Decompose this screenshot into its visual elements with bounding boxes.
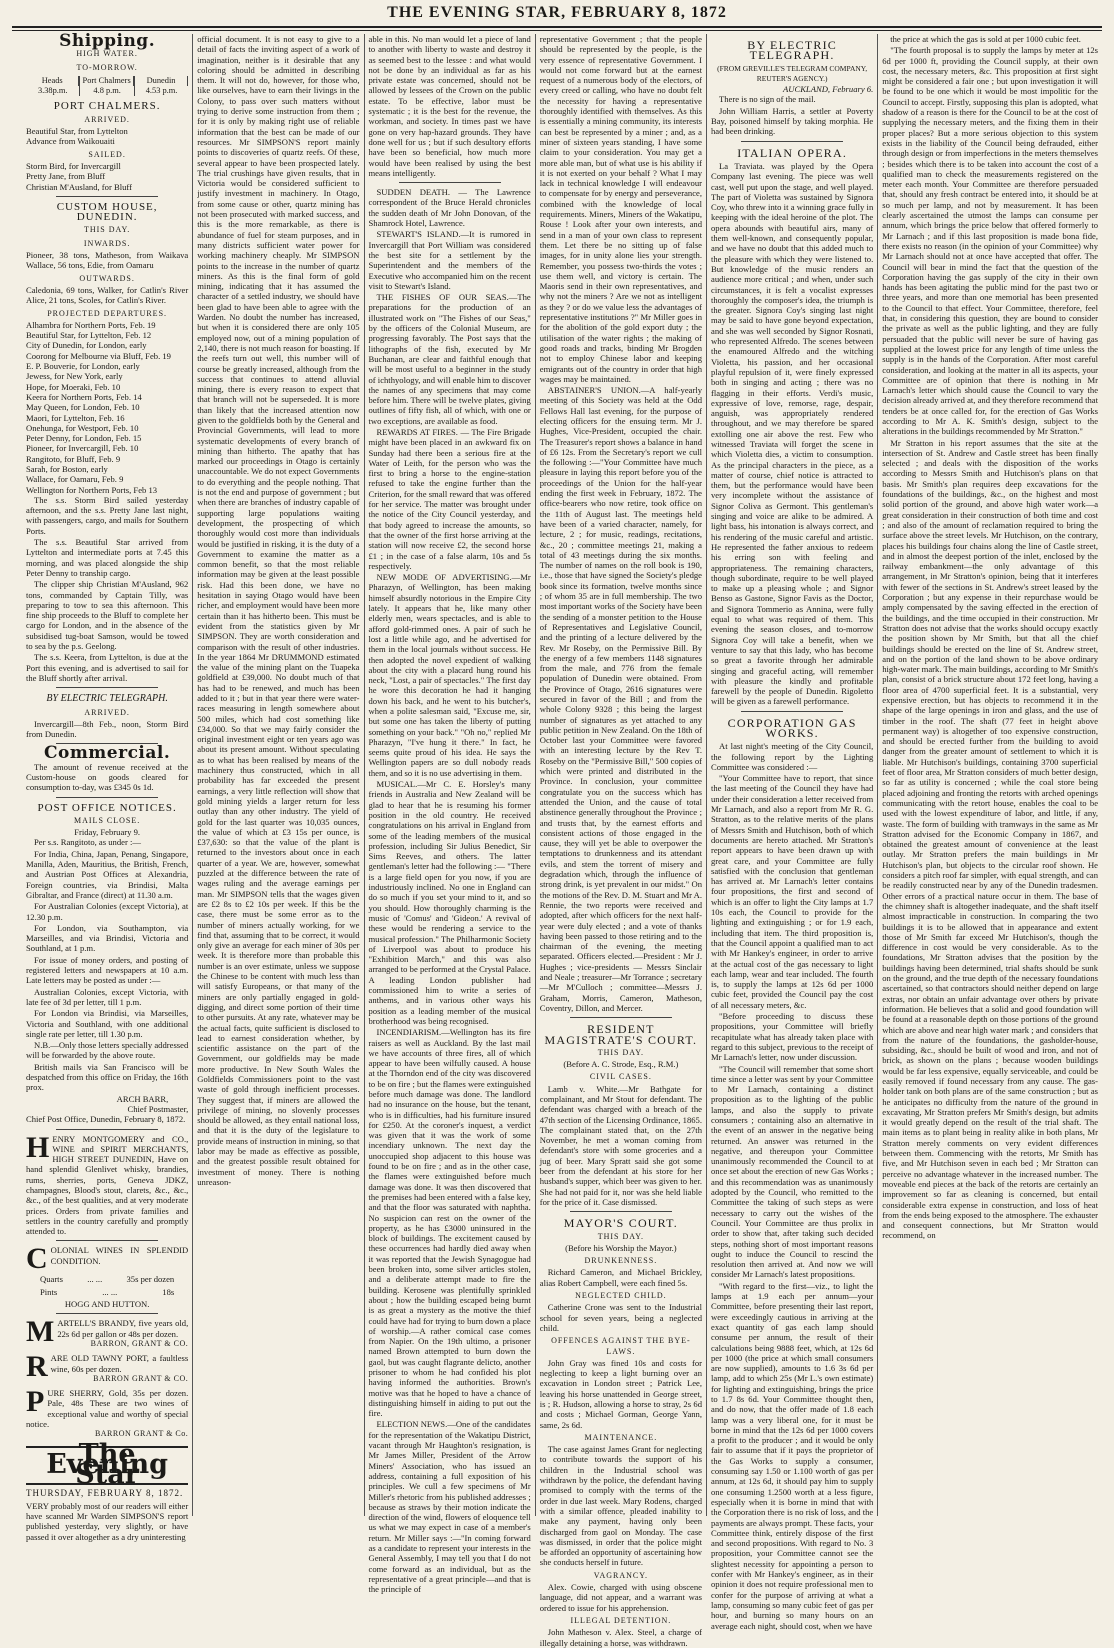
illegal-text: John Matheson v. Alex. Steel, a charge of illegally detaining a horse, was withdrawn. xyxy=(539,1627,702,1648)
civil-text: Lamb v. White.—Mr Bathgate for complainant, and Mr Stout for defendant. The defendant was charged with a breach of the 47th section of the Licensing Ordinance, 1865. The complainant stated that, on the 27th November, he met a woman coming from defendant's store with some groceries and a jug of beer. Mary Spratt said she got some beer from the defendant at his store for her husband's supper, which beer was given to her. She had not paid for it, nor was she held liable for the price of it. Case dismissed. xyxy=(539,1083,702,1207)
paragraph: Wellington for Northern Ports, Feb 13 xyxy=(26,484,158,495)
signatory-title: Chief Postmaster, xyxy=(127,1103,189,1114)
paragraph: City of Dunedin, for London, early xyxy=(26,340,147,351)
paragraph: E. P. Bouverie, for London, early xyxy=(26,361,140,372)
friday-label: Friday, February 9. xyxy=(74,827,141,838)
telegraph-source: (FROM GREVILLE'S TELEGRAM COMPANY, REUTER'S AGENCY.) xyxy=(717,63,868,83)
telegraph-heading: BY ELECTRIC TELEGRAPH. xyxy=(747,38,837,63)
tele-text: Invercargill—8th Feb., noon, Storm Bird from Dunedin. xyxy=(26,718,189,740)
column-3 xyxy=(365,34,536,1595)
ad-text: ENRY MONTGOMERY and CO., WINE and SPIRIT MERCHANTS, HIGH STREET DUNEDIN, Have on hand splendid Glenlivet whisky, brandies, rums, sherries, ports, Geneva JDKZ, champagnes, Blood's stout, clarets, &c., &c., &c., of the best qualities, and at very moderate prices. Orders from private families and settlers in the country carefully and promptly attended to. xyxy=(26,1133,189,1237)
paragraph: "The fourth proposal is to supply the lamps by meter at 12s 6d per 1000 ft, providing the Council supply, at their own cost, the necessary meters, &c. This proposition at first sight might be considered a fair one ; but upon investigation it will be found to be one which it would be most impolitic for the Council to accept. Firstly, supposing this plan is adopted, what shadow of a reason is there for the Council to be at the cost of supplying the necessary meters, and the fixing them in their proper places? But a more serious objection to this system exists in the liability of the Council being defrauded, either through design or from imperfections in the meters themselves ; besides which there is to be taken into account the cost of a qualified man to check the measurements registered on the meter each month. Your Committee are therefore persuaded that, should any fresh contract be entered into, it should be at so much per lamp, and not by measurement. It has been clearly ascertained the utmost the lamps can consume per annum, which brings the price below that offered formerly to Mr Larnach ; and if this last proposition is made bona fide, there exists no reason (in the opinion of your Committee) why Mr Larnach should not at once have accepted that offer. The Council will bear in mind the fact that the question of the Corporation having the gas supply of the city in their own hands has been agitating the public mind for the past two or three years, and more than one memorial has been presented to the Council to that effect. Your Committee, therefore, feel that, in considering this question, they are bound to consider the private as well as the public lighting, and they are fully persuaded that the public will never be sure of having gas supplied at the lowest price for any length of time unless the supply is in the hands of the Corporation. After most careful consideration, and looking at the matter in all its aspects, your Committee are of opinion that there is nothing in Mr Larnach's letter which should cause the Council to vary the decision already arrived at, and they therefore recommend that tenders be at once called for, for the erection of Gas Works according to Mr A. K. Smith's design, subject to the alterations in the buildings recommended by Mr Stratton." xyxy=(882,45,1099,437)
maintenance-label: MAINTENANCE. xyxy=(584,1432,658,1442)
column-2 xyxy=(193,34,364,1516)
ad-firm: BARRON, GRANT & CO. xyxy=(90,1338,189,1348)
tele-arrived-label: ARRIVED. xyxy=(84,707,130,717)
ad-firm: BARRON GRANT & CO. xyxy=(93,1373,189,1383)
paragraph: the price at which the gas is sold at per 1000 cubic feet. xyxy=(890,34,1081,44)
ad-colonial-wines: COLONIAL WINES IN SPLENDID CONDITION. Quarts ... ... 35s per dozen Pints ... ... 18s HOGG AND HUTTON. xyxy=(26,1242,189,1310)
paragraph: ELECTION NEWS.—One of the candidates for the representation of the Wakatipu District, vacant through Mr Haughton's resignation, is Mr James Miller, President of the Arrow Miners' Association, who has issued an address, containing a full exposition of his principles. We cull a few specimens of Mr Miller's rhetoric from his published addresses ; because as straws by their motion indicate the direction of the wind, flowers of eloquence tell us what we may expect in case of a member's return. Mr Miller says :—"In coming forward as a candidate to represent your interests in the General Assembly, I may tell you that I do not come forward as an individual, but as the representative of a great principle—and that is the principle of xyxy=(368,1419,531,1595)
shipping-paragraphs xyxy=(26,495,188,683)
high-water-label: HIGH WATER. xyxy=(76,49,138,59)
tide-heads: Heads 3.38p.m. xyxy=(26,76,80,97)
resident-court-heading: RESIDENT MAGISTRATE'S COURT. xyxy=(544,1022,698,1047)
ad-firm: HOGG AND HUTTON. xyxy=(64,1299,150,1310)
mc-day: THIS DAY. xyxy=(597,1231,645,1241)
tele-item: John William Harris, a settler at Poverty Bay, poisoned himself by taking morphia. He had been drinking. xyxy=(711,105,874,137)
paragraph: For Australian Colonies (except Victoria), at 12.30 p.m. xyxy=(26,901,189,922)
paragraph: NEW MODE OF ADVERTISING.—Mr Pharazyn, of Wellington, has been making himself absurdly notorious in the Empire City lately. It appears that he, like many other elderly men, wears spectacles, and is able to afford gold-rimmed ones. A pair of such he lost a little while ago, and he advertised for them in the local journals without success. He then adopted the novel expedient of walking about the city with a placard hung round his neck, "Lost, a pair of spectacles." The first day he wore this decoration he had it hanging down his back, and he went to his butcher's, when a polite salesman said, "Excuse me, sir, but some one has taken the liberty of putting something on your back." "Oh no," replied Mr Pharazyn, "I've hung it there." In fact, he seems quite proud of his idea. He says the Wellington papers are so dull nobody reads them, and so it is no use advertising in them. xyxy=(368,572,531,778)
this-day-label: THIS DAY. xyxy=(83,225,131,235)
paragraph: Maori, for Lyttelton, Feb. 16 xyxy=(26,412,125,423)
paragraph: Jewess, for New York, early xyxy=(26,371,123,382)
paragraph: The s.s. Beautiful Star arrived from Lyttelton and intermediate ports at 7.45 this morning, and was placed alongside the ship Peter Denny to tranship cargo. xyxy=(26,537,189,578)
auckland-dateline: AUCKLAND, February 6. xyxy=(783,84,874,95)
maintenance-text: The case against James Grant for neglecting to contribute towards the support of his children in the Industrial school was withdrawn by the police, the defendant having promised to comply with the terms of the order in due last week. Mary Rodens, charged with a similar offence, pleaded inability to make any payment, having only been discharged from gaol on Monday. The case was dismissed, in order that the police might be afforded an opportunity of ascertaining how she conducts herself in future. xyxy=(539,1444,702,1568)
paragraph: STEWART'S ISLAND.—It is rumored in Invercargill that Port William was considered the best site for a settlement by the Superintendent and the members of the Executive who accompanied him on the recent visit to Stewart's Island. xyxy=(368,229,531,291)
gas-paragraphs xyxy=(711,741,873,1631)
column-6 xyxy=(878,34,1102,1516)
ad-text: OLONIAL WINES IN SPLENDID CONDITION. xyxy=(50,1245,189,1266)
inwards-text: Pioneer, 38 tons, Matheson, from Waikava Wallace, 56 tons, Edie, from Oamaru xyxy=(26,250,189,271)
paragraph: "Before proceeding to discuss these propositions, your Committee will briefly recapitulate what has already taken place with regard to this subject, previous to the receipt of Mr Larnach's letter, now under discussion. xyxy=(711,1011,874,1063)
paragraph: INCENDIARISM.—Wellington has its fire raisers as well as Auckland. By the last mail we have accounts of three fires, all of which appear to have been wilfully caused. A house at the Thorndon end of the city was discovered to be on fire ; but the flames were extinguished before much damage was done. The landlord had no insurance on the house, but the tenant, who is in difficulties, had his furniture insured for £250. At the coroner's inquest, a verdict was given that it was the work of some incendiary unknown. The next day the unoccupied shop adjacent to this house was found to be on fire ; and as in the other case, the flames were extinguished before much damage was done. It was then discovered that the premises had been entered with a false key, and that the floor was saturated with naphtha. No suspicion can rest on the owner of the property, as he has £3000 uninsured in the block of buildings. The excitement caused by these occurrences had hardly died away when it was reported that the Jewish Synagogue had been broken into, some silver articles stolen, and a deliberate attempt made to fire the building. Kerosene was plentifully sprinkled about ; how the building escaped being burnt is as great a mystery as the motive the thief could have had for trying to burn down a place of worship.—A rather comical case comes from Napier. On the 19th ultimo, a prisoner named Brown attempted to burn down the gaol, but was caught flagrante delicto, another prisoner to whom he had confided his plot having informed the authorities. Brown's motive was that he hoped to have a chance of distinguishing himself in aiding to put out the fire. xyxy=(368,1027,531,1419)
tomorrow-label: TO-MORROW. xyxy=(76,62,138,72)
drunk-label: DRUNKENNESS. xyxy=(584,1256,658,1266)
vagrancy-text: Alex. Cowie, charged with using obscene language, did not appear, and a warrant was ordered to issue for his apprehension. xyxy=(539,1582,702,1613)
list-item: Pretty Jane, from Bluff xyxy=(26,171,106,182)
paragraph: Keera for Northern Ports, Feb. 14 xyxy=(26,391,142,402)
paragraph: Beautiful Star, for Lyttelton, Feb. 12 xyxy=(26,330,152,341)
paragraph: At last night's meeting of the City Council, the following report by the Lighting Committee was considered :— xyxy=(711,741,874,772)
neglected-label: NEGLECTED CHILD. xyxy=(575,1291,667,1301)
sailed-list xyxy=(26,161,188,192)
gas-works-heading: CORPORATION GAS WORKS. xyxy=(727,715,857,740)
illegal-label: ILLEGAL DETENTION. xyxy=(570,1615,672,1625)
mails-close-label: MAILS CLOSE. xyxy=(74,815,141,825)
leader-start: VERY probably most of our readers will either have scanned Mr Warden SIMPSON'S report published yesterday, very slightly, or have passed it over altogether as a dry uninteresting xyxy=(26,1500,189,1542)
news-items xyxy=(369,187,531,1594)
paragraph: "With regard to the first—viz., to light the lamps at 1.9 each per annum—your Committee, before presenting their last report, were exceedingly cautious in arriving at the exact quantity of gas each lamp should consume per annum, the result of their calculations being 9888 feet, which, at 12s 6d per 1000 (the price at which small consumers are now supplied), amounts to 1.6 3s 6d per lamp, add to which 25s (Mr L.'s own estimate) for lighting and extinguishing, brings the price to 1.7 8s 6d. Your Committee thought then, and do now, that the offer made of 1.8 each lamp was a very liberal one, for it must be borne in mind that the 12s 6d per 1000 covers a profit to the producer ; and it would be only fair to assume that if it pays the proprietor of the Gas Works to supply a consumer, consuming say 1.50 or 1.100 worth of gas per annum, at 12s 6d, it should pay him to supply one consuming 1.2500 worth at a less figure, especially when it is borne in mind that with the Corporation there is no risk of loss, and the payments are always prompt. These facts, your Committee think, entirely dispose of the first and second propositions. With regard to No. 3 proposition, your Committee cannot see the slightest necessity for appointing a person to confer with Mr Hankey's engineer, as in their opinion it does not require professional men to confer for the purpose of arriving at what a lamp, consuming so many cubic feet of gas per hour, and burning so many hours on an average each night, should cost, when we have xyxy=(711,1280,874,1631)
mayors-court-heading: MAYOR'S COURT. xyxy=(563,1216,678,1231)
ad-montgomery: HENRY MONTGOMERY and CO., WINE and SPIRIT MERCHANTS, HIGH STREET DUNEDIN, Have on hand splendid Glenlivet whisky, brandies, rums, sherries, ports, Geneva JDKZ, champagnes, Blood's stout, clarets, &c., &c., &c., of the best qualities, and at very moderate prices. Orders from private families and settlers in the country carefully and promptly attended to. xyxy=(26,1130,189,1237)
ad-text: URE SHERRY, Gold, 35s per dozen. Pale, 48s These are two wines of exceptional value and worthy of special notice. xyxy=(26,1388,189,1430)
column-1 xyxy=(22,31,193,1542)
list-item: Beautiful Star, from Lyttelton xyxy=(26,126,128,137)
inwards-label: INWARDS. xyxy=(83,238,131,248)
byelaws-label: OFFENCES AGAINST THE BYE-LAWS. xyxy=(551,1336,691,1356)
paragraph: May Queen, for London, Feb. 10 xyxy=(26,402,140,413)
leader-continued: official document. It is not easy to give to a detail of facts the inviting aspect of a work of imagination, neither is it desirable that any coloring should be admitted in describing them. It will not do, however, for those who, like ourselves, have to earn their livings in the Colony, to pass over such matters without trying to derive some instruction from them ; for it is only by making right use of reliable information that the best can be made of our resources. Mr SIMPSON'S report mainly points to discoveries of quartz reefs. Of these, several appear to have been prospected lately. The trial crushings have given results, that in Victoria would be considered sufficient to justify investment in machinery. In Otago, from some cause or other, quartz mining has not been prosecuted with marked success, and this is the more remarkable, as there is abundance of fuel for steam purposes, and in many districts sufficient water power for working machinery cheaply. Mr SIMPSON points to the increase in the number of quartz miners. As this is the final form of gold mining, indicating that it has assumed the character of a settled industry, we should have been glad to have been able to agree with the Warden. No doubt the number has increased, but when it is considered there are only 105 employed now, out of a mining population of 2,140, there is not much reason for boasting. If the reefs turn out well, this number will of course be greatly increased, although from the success that continues to attend alluvial mining, there is every reason to expect that that branch will not be superseded. It is more than likely that the increased attention now given to the goldfields both by the General and Provincial Governments, will lead to more systematic developments of every branch of mining than hitherto. The apathy that has marked our proceedings in Otago is certainly unaccountable. We do not expect Governments to do everything and the people nothing. That is not the end and purpose of government ; but when there are branches of industry capable of supporting large populations waiting development, the prospecting of which thoroughly would cost more than individuals would be justified in risking, it is the duty of a Government to examine the matter as a common benefit, so that the most reliable information may be given at the least possible risk. Had this been done, we have no hesitation in saying Otago would have been richer, and employment would have been more certain than it has hitherto been. This must be evident from the statistics given by Mr SIMPSON. They are worth consideration and comparison with the result of other industries. In the year 1864 Mr DRUMMOND estimated the value of the mining plant on the Tuapeka goldfield at £39,000. No doubt much of that has had to be renewed, and much has been added to it ; but in that year there were water-races measuring in length somewhere about 500 miles, which had cost something like £34,000. So that we may fairly consider the original investment eight or ten years ago was about its present amount. Without speculating as to what has been realised by means of the machinery thus constructed, which in all probability has far exceeded the present earnings, a very little reflection will show that gold mining yields a larger return for less outlay than any other industry. The yield of gold for the last quarter was 10,035 ounces, the value of which at £3 15s per ounce, is £37,630: so that the value of the plant is returned to the investors about once in each quarter of a year. We are, however, somewhat puzzled at the difference between the rate of wages ruling and the average earnings per man. Mr SIMPSON tells that the wages given are £2 8s to £2 10s per week. If this be the case, there must be some error as to the number of miners actually working, for we find that, assuming that to be correct, it would only give an average for each miner of 30s per week. It is therefore more than probable this number is an over estimate, unless we suppose the Chinese to be content with much less than will satisfy Europeans, or that many of the miners are only partially engaged in gold-digging, and direct some portion of their time to other pursuits. At any rate, whatever may be the actual facts, quite sufficient is disclosed to lead to earnest consideration whether, by scientific assistance on the part of the Government, our goldfields may be made more productive. In New South Wales the Goldfields Commissioners point to the vast waste of gold through inefficient processes. They suggest that, if miners are allowed the privilege of mining, no slovenly processes should be allowed, as they entail national loss, and that it is the duty of the legislature to provide means of instruction in mining, so that labor may be made as effective as possible, and the greatest possible result obtained for investment of money. There is nothing unreason- xyxy=(197,34,360,1187)
ad-sherry: PURE SHERRY, Gold, 35s per dozen. Pale, 48s These are two wines of exceptional value and worthy of special notice. BARRON GRANT & Co. xyxy=(26,1385,189,1439)
post-office-heading: POST OFFICE NOTICES. xyxy=(37,801,177,814)
ad-text: ARE OLD TAWNY PORT, a faultless wine, 60s per dozen. xyxy=(50,1353,189,1374)
post-paragraphs xyxy=(26,837,188,1092)
civil-label: CIVIL CASES. xyxy=(589,1072,652,1082)
paragraph: For London via Brindisi, via Marseilles, Victoria and Southland, with one additional single rate per letter, till 1.30 p.m. xyxy=(26,1008,189,1039)
list-item: Storm Bird, for Invercargill xyxy=(26,160,121,171)
tele-item: There is no sign of the mail. xyxy=(719,94,816,105)
customs-heading: CUSTOM HOUSE, DUNEDIN. xyxy=(56,200,158,224)
rm-day: THIS DAY. xyxy=(597,1047,645,1057)
paragraph: Per s.s. Rangitoto, as under :— xyxy=(34,837,141,848)
tide-dunedin: Dunedin 4.53 p.m. xyxy=(135,76,188,97)
tide-table xyxy=(26,76,188,97)
price-pints: Pints ... ... 18s xyxy=(40,1286,175,1297)
vagrancy-label: VAGRANCY. xyxy=(593,1570,649,1580)
mc-before: (Before his Worship the Mayor.) xyxy=(565,1242,677,1253)
paragraph: SUDDEN DEATH. — The Lawrence correspondent of the Bruce Herald chronicles the sudden death of Mr John Donovan, of the Shamrock Hotel, Lawrence. xyxy=(368,187,531,229)
arrived-list xyxy=(26,126,188,147)
paragraph: "The Council will remember that some short time since a letter was sent by your Committee to Mr Larnach, containing a distinct proposition as to the lighting of the public lamps, and also the supply to private consumers ; containing also an alternative in the event of an answer in the negative being returned. An answer was returned in the negative, and thereupon your Committee unanimously recommended the Council to at once set about the erection of new Gas Works ; and this recommendation was as unanimously adopted by the Council, who remitted to the Committee the taking of such steps as were necessary to carry out the wishes of the Council. Your Committee are thus prolix in order to show that, after taking such decided steps, nothing short of most important reasons ought to induce the Council to rescind the resolution then arrived at. And now we will consider Mr Larnach's latest propositions. xyxy=(711,1063,874,1280)
column-5 xyxy=(707,34,878,1631)
ad-martell: MARTELL'S BRANDY, five years old, 22s 6d per gallon or 48s per dozen. BARRON, GRANT & CO. xyxy=(26,1315,189,1349)
paragraph: Hope, for Moeraki, Feb. 10 xyxy=(26,381,121,392)
paragraph: For issue of money orders, and posting of registered letters and newspapers at 10 a.m. Late letters may be posted as under :— xyxy=(26,954,189,986)
dateline: THURSDAY, FEBRUARY 8, 1872. xyxy=(26,1487,184,1498)
election-continued: representative Government ; that the people should be represented by the people, is the very essence of representative Government. I would not come forward but at the earnest request of a numerous body of the electors, of every creed or calling, who have no doubt felt the necessity for having a representative thoroughly identified with themselves. As this is essentially a mining community, its interests can best be represented by a miner ; and, as a miner of sixteen years standing, I have some claim to your consideration. You may get a more able man, but of what use is his ability if it is not exerted on your behalf ? What I may lack in technical knowledge I will endeavour to compensate for by energy and perseverance, combined with the knowledge of local requirements. Miners, Miners of the Wakatipu, Rouse ! Look after your own interests, and send in a man of your own class to represent them. Let there be no sitting up of false images, for in unity alone lies your strength. Remember, you possess two-thirds the votes ; use them well, and victory is certain. The Maoris send in their own representatives, and why not the miners ? Are we not as intelligent as they ? or do we value less the advantages of representative institutions ?" Mr Miller goes in for the abolition of the gold export duty ; the utilisation of the water rights ; the making of good roads and tracks, binding Mr Brogden not to employ Chinese labor and keeping emigrants out of the country in order that high wages may be maintained. xyxy=(539,34,702,384)
masthead xyxy=(12,4,1102,28)
arrived-label: ARRIVED. xyxy=(84,114,130,124)
paragraph: The clipper ship Christian M'Ausland, 962 tons, commanded by Captain Tilly, was preparing to tow to sea this afternoon. This fine ship proceeds to the Bluff to complete her cargo for London, and in the absence of the subsidised tug-boat Samson, would be towed to sea by the p.s. Geelong. xyxy=(26,579,189,652)
commercial-heading: Commercial. xyxy=(43,743,171,764)
paragraph: REWARDS AT FIRES. — The Fire Brigade might have been placed in an awkward fix on Sunday had there been a serious fire at the Water of Leith, for the person who was the first to bring a horse to the engine-station refused to take the engine further than the Criterion, for the small reward that was offered for her service. The matter was brought under the notice of the City Council yesterday, and that body agreed to increase the amounts, so that the owner of the first horse arriving at the station will now receive £2, the second horse £1 ; in the case of a false alarm, 10s and 5s respectively. xyxy=(368,426,531,571)
byelaws-text: John Gray was fined 10s and costs for neglecting to keep a light burning over an excavation in London street ; Patrick Lee, leaving his horse unattended in George street, is ; R. Hudson, allowing a horse to stray, 2s 6d and costs ; Michael Gorman, George Yann, same, 2s 6d. xyxy=(539,1357,702,1430)
outwards-label: OUTWARDS. xyxy=(79,273,135,283)
paragraph: Sarah, for Boston, early xyxy=(26,463,108,474)
sailed-label: SAILED. xyxy=(88,149,126,159)
tide-port-chalmers: Port Chalmers 4.8 p.m. xyxy=(80,76,134,97)
paragraph: "Your Committee have to report, that since the last meeting of the Council they have had under their consideration a letter received from Mr Larnach, and also a report from Mr R. G. Stratton, as to the relative merits of the plans of Messrs Smith and Hutchison, both of which documents are hereto attached. Mr Stratton's report appears to have been drawn up with great care, and your Committee are fully satisfied with the conclusion that gentleman has arrived at. Mr Larnach's letter contains four propositions, the first and second of which is an offer to light the City lamps at 1.7 10s each, the Council to provide for the lighting and extinguishing ; or for 1.9 each, including that item. The third proposition is, that the Council appoint a qualified man to act with Mr Hankey's engineer, in order to arrive at the actual cost of the gas necessary to light each lamp, wear and tear included. The fourth is, to supply the lamps at 12s 6d per 1000 cubic feet, provided the Council pay the cost of all necessary meters, &c. xyxy=(711,773,874,1010)
list-item: Advance from Waikouaiti xyxy=(26,136,115,147)
paragraph: Onehunga, for Westport, Feb. 10 xyxy=(26,422,139,433)
port-chalmers-heading: PORT CHALMERS. xyxy=(53,100,161,113)
list-item: Christian M'Ausland, for Bluff xyxy=(26,181,132,192)
price-quarts: Quarts ... ... 35s per dozen xyxy=(40,1274,175,1285)
paragraph: Alhambra for Northern Ports, Feb. 19 xyxy=(26,319,156,330)
shipping-heading: Shipping. xyxy=(59,31,156,51)
paragraph: Coorong for Melbourne via Bluff, Feb. 19 xyxy=(26,350,171,361)
columns xyxy=(22,31,1102,1648)
projected-list xyxy=(26,320,188,495)
gas-continued xyxy=(882,34,1098,1241)
commercial-text: The amount of revenue received at the Custom-house on goods cleared for consumption to-day, was £345 0s 1d. xyxy=(26,761,189,793)
telegraph-heading: BY ELECTRIC TELEGRAPH. xyxy=(46,693,168,705)
paragraph: Australian Colonies, except Victoria, with late fee of 3d per letter, till 1 p.m. xyxy=(26,986,189,1007)
paragraph: The s.s. Storm Bird sailed yesterday afternoon, and the s.s. Pretty Jane last night, with passengers, cargo, and mails for Southern Ports. xyxy=(26,494,189,536)
outwards-text: Caledonia, 69 tons, Walker, for Catlin's River Alice, 21 tons, Scoles, for Catlin's River. xyxy=(26,284,189,306)
paragraph: THE FISHES OF OUR SEAS.—The preparations for the production of an illustrated work on "The Fishes of our Seas," by the officers of the Colonial Museum, are progressing favorably. The Post says that the lithographs of the fish, executed by Mr Buchanan, are clear and faithful enough that will be most useful to a beginner in the study of ichthyology, and will enable him to discover the names of any specimens that may come before him. There will be twelve plates, giving outlines of fifty fish, all of which, with one or two exceptions, are available as food. xyxy=(368,292,531,426)
italian-opera-heading: ITALIAN OPERA. xyxy=(737,145,848,160)
leader-end: able in this. No man would let a piece of land to another with liberty to waste and destroy it as seemed best to the lessee : and what would not be done by an individual as far as his private estate was concerned, should not be allowed by lessees of the Crown on the public estate. To be effective, labor must be systematic ; it is the best for the revenue, the workman, and society. In times past we have gone on very hap-hazard grounds. They have done well for us ; but if such desultory efforts have been so beneficial, how much more would have been realised by using the best means intelligently. xyxy=(368,34,531,178)
masthead-title: THE EVENING STAR, FEBRUARY 8, 1872 xyxy=(387,4,727,21)
rm-before: (Before A. C. Strode, Esq., R.M.) xyxy=(563,1059,679,1070)
ad-text: ARTELL'S BRANDY, five years old, 22s 6d per gallon or 48s per dozen. xyxy=(57,1318,189,1339)
paragraph: Peter Denny, for London, Feb. 15 xyxy=(26,433,142,444)
paragraph: The s.s. Keera, from Lyttelton, is due at the Port this evening, and is advertised to sail for the Bluff shortly after arrival. xyxy=(26,652,189,683)
paragraph: Pioneer, for Invercargill, Feb. 10 xyxy=(26,443,139,454)
neglected-text: Catherine Crone was sent to the Industrial school for seven years, being a neglected child. xyxy=(539,1302,702,1333)
evening-star-title: The Evening Star xyxy=(26,1446,188,1485)
paragraph: MUSICAL.—Mr C. E. Horsley's many friends in Australia and New Zealand will be glad to hear that he is resuming his former position in the old country. He received congratulations on his arrival in England from some of the leading members of the musical profession, including Sir Julius Benedict, Sir Sims Reeves, and others. The latter gentleman's letter had the following :— "There is a large field open for you now, if you are industriously inclined. No one in England can do so much if you set your mind to it, and so you should. How thoroughly charming is the music of 'Comus' and 'Gideon.' A revival of these would be rendering a service to the musical profession." The Philharmonic Society of Liverpool was about to produce his "Exhibition March," and this was also arranged to be performed at the Crystal Palace. A leading London publisher had commissioned him to write a series of anthems, and in various other ways his position as a leading member of the musical brotherhood was being recognised. xyxy=(368,779,531,1026)
drunk-text: Richard Cameron, and Michael Brickley, alias Robert Campbell, were each fined 5s. xyxy=(539,1267,702,1288)
paragraph: Mr Stratton in his report assumes that the site at the intersection of St. Andrew and Castle street has been finally selected ; and deals with the disposition of the works according to Messrs Smith and Hutchison's plans on that basis. Mr Smith's plan requires deep excavations for the foundations of the buildings, &c., on the highest and most solid portion of the ground, and above high water work—a great consideration in their construction of both time and cost ; and also of the amount of reclamation required to bring the surface above the street levels. Mr Hutchison, on the contrary, places his buildings four chains along the line of Castle street, and in almost the deepest portion of the inlet, enclosed by the railway embankment—the only advantage of this arrangement, in Mr Stratton's opinion, being that it interferes with fewer of the sections in St. Andrew's street leased by the Corporation ; but any expense in their repurchase would be amply compensated by the saving effected in the erection of the buildings, and the time occupied in their construction. Mr Stratton does not advise that the works should occupy exactly the position shown by Mr Smith, but that all the chief buildings should be erected on the line of St. Andrew street, and on the portion of the land shown to be above ordinary high-water mark. The main buildings, according to Mr Smith's plan, consist of a brick structure about 172 feet long, having a floor area of 4700 superficial feet. It is a substantial, very expensive erection, but has objects to recommend it in the shape of the large openings in iron and glass, and the use of timber in the roof. The shaft (77 feet in height above permanent way) is altogether of too expensive construction, and should be erected further from the building to avoid danger from the greater amount of settlement to which it is liable. Mr Hutchison's buildings, containing 3700 superficial feet of floor area, Mr Stratton considers of much better design, so far as utility is concerned ; while the coal store being placed adjoining and fronting the retorts with arched openings communicating with the retort house, enables the coal to be used with the lowest expenditure of labor, and little, if any, waste. The form of building with tramways in the same as Mr Stratton advised for the Economic Company in 1867, and obtained the greatest amount of convenience at the least outlay. Mr Stratton prefers the main buildings in Mr Hutchison's plan, but objects to the circular roof shown. He considers a pitch roof far simpler, with equal strength, and can be readily constructed near by any of the Dunedin tradesmen. Other errors of a practical nature occur in them. The base of the chimney shaft is altogether inadequate, and the shaft itself almost impracticable in construction. In comparing the two buildings it is to be allowed that in appearance and extent those of Mr Smith far exceed Mr Hutchison's, though the difference in cost would be very considerable. As to the foundations, Mr Stratton advises that the position by the buildings having been determined, trial shafts should be sunk on the ground, and the true depth of the necessary foundations ascertained, so that contractors should neither depend on large extras, nor obtain an unfair advantage over others by private information. He believes that a solid and good foundation will be found at a reasonable depth on those portions of the ground which are above and near high water mark ; and considers that from the nature of the foundations, the gasholder-house, subsiding, &c., should be built of wood and iron, and not of brick, as shown on the plans ; because wooden buildings would be far less expensive, equally serviceable, and could be easily removed if found necessary from any cause. The gas-holder tank on both plans are of the same construction ; but as he anticipates no difficulty from the nature of the ground in excavating, Mr Stratton prefers Mr Smith's design, but admits it would greatly depend on the result of the trial shaft. The main items as to plant being in reality alike in both plans, Mr Stratton merely comments on very evident differences between them. Commencing with the retorts, Mr Smith has five, and Mr Hutchison seven in each bed ; Mr Stratton can perceive no advantage whatever in the increased number. The moveable end pieces at the back of the retorts are certainly an improvement so far as cleaning is concerned, but entail considerable extra expense in construction, and loss of heat from the ends being exposed to the atmosphere. The exhauster and consequent connections, but Mr Stratton would recommend, on xyxy=(882,437,1099,1241)
abstainers-union: ABSTAINER'S UNION.—A half-yearly meeting of this Society was held at the Odd Fellows Hall last evening, for the purpose of electing officers for the ensuing term. Mr J. Hughes, Vice-President, occupied the chair. The Treasurer's report shows a balance in hand of £6 12s. From the Secretary's report we cull the following :—"Your Committee have much pleasure in laying this report before you of the proceedings of the Union for the half-year ending the first week in February, 1872. The office-bearers who now retire, took office on the 11th of August last. The meetings held have been of a varied character, namely, for lecture, 2 ; for music, readings, recitations, &c., 20 ; committee meetings 21, making a total of 43 meetings during the six months. The number of names on the roll book is 190, i.e., those that have signed the Society's pledge book since its formation, twelve months since ; of whom 35 are in full membership. The two most important works of the Society have been the sending of a monster petition to the House of Representatives and Legislative Council, and the printing of a lecture delivered by the Rev. Mr Roseby, on the Permissive Bill. By the energy of a few members 1148 signatures from the male, and 776 from the female population of Dunedin were obtained. From the Province of Otago, 2616 signatures were secured in favor of the Bill ; and from the whole Colony 9328 ; this being the largest number of signatures as yet attached to any public petition in New Zealand. On the 18th of October last your Committee were favored with an interesting lecture by the Rev T. Roseby on the "Permissive Bill," 500 copies of which were printed and distributed in the Province. In conclusion, your committee congratulate you on the success which has attended the Union, and the cause of total abstinence generally throughout the Province ; and trusts that, by the earnest efforts and consistent actions of those engaged in the cause, they will yet be able to overpower the temptations to drunkenness and its attendant evils, and stem the torrent of misery and degradation which, through the influence of strong drink, is yet prevalent in our midst." On the motions of the Rev. D. M. Stuart and Mr A. Rennie, the two reports were received and adopted, after which officers for the next half-year were duly elected ; and a vote of thanks having been passed to those retiring and to the chairman of the evening, the meeting separated. Officers elected.—President : Mr J. Hughes ; vice-presidents — Messrs Sinclair and Neale ; treasurer—Mr Torrance ; secretary—Mr M'Culloch ; committee—Messrs J. Graham, Morris, Cameron, Matheson, Coventry, Dillon, and Mercer. xyxy=(539,385,702,1013)
paragraph: For India, China, Japan, Penang, Singapore, Manilla, Aden, Mauritius, the British, French, and Austrian Post Offices at Alexandria, Foreign countries, via Brindisi, Malta Gibraltar, and France (direct) at 11.30 a.m. xyxy=(26,848,189,900)
ad-port: RARE OLD TAWNY PORT, a faultless wine, 60s per dozen. BARRON GRANT & CO. xyxy=(26,1350,189,1384)
ad-firm: BARRON GRANT & Co. xyxy=(94,1429,189,1439)
column-4 xyxy=(536,34,707,1648)
signatory: ARCH BARR, xyxy=(116,1093,169,1104)
paragraph: Wallace, for Oamaru, Feb. 9 xyxy=(26,474,124,485)
paragraph: Rangitoto, for Bluff, Feb. 9 xyxy=(26,453,121,464)
paragraph: British mails via San Francisco will be despatched from this office on Friday, the 16th prox. xyxy=(26,1061,189,1093)
paragraph: For London, via Southampton, via Marseilles, and via Brindisi, Victoria and Southland, at 1 p.m. xyxy=(26,922,189,954)
projected-label: PROJECTED DEPARTURES. xyxy=(47,308,168,318)
opera-review: La Traviata. was played by the Opera Company last evening. The piece was well cast, well put upon the stage, and well played. The part of Violetta was sustained by Signora Coy, who threw into it a winning grace fully in keeping with the ideal heroine of the plot. The opera abounds with beautiful airs, many of them well-known, and consequently popular, and we have no doubt that this added much to the pleasure with which they were listened to. But knowledge of the music renders an audience more critical ; and when, under such circumstances, it is felt a vocalist expresses thoroughly the composer's idea, the triumph is the greater. Signora Coy's singing last night may be said to have gone beyond expectation, and she was well seconded by Signor Rosnati, who represented Alfredo. The scenes between the enamoured Alfredo and the witching Violetta, his passion, and her occasional playful repulsion of it, were finely expressed both in singing and acting ; there was no flagging in their efforts. Verdi's music, expressive of love, remorse, rage, despair, anguish, was appropriately rendered throughout, and we may therefore be spared extolling one air above the rest. Few who witnessed Traviata will forget the scene in which Violetta dies, a victim to consumption. As the principal characters in the piece, as a matter of course, chief notice is attracted to them, but the performance would have been very incomplete without the assistance of Signor Coliva as Germont. This gentleman's singing and voice are alike to be admired. A light bass, his intonation is always correct, and his rendering of the music careful and artistic. He represented the father anxious to redeem his erring son with feeling and appropriateness. The remaining characters, though subordinate, require to be well played to make up a pleasing whole ; and Signor Benso as Gastone, Signor Favis as the Doctor, and Signora Tommerio as Annina, were fully equal to what was required of them. This evening the season closes, and to-morrow Signora Coy will take a benefit, when we venture to say that this lady, who has become so great a favorite through her admirable singing and graceful acting, will remember with pleasure the kindly and profitable farewell by the people of Dunedin. Rigoletto will be given as a farewell performance. xyxy=(711,160,874,707)
paragraph: N.B.—Only those letters specially addressed will be forwarded by the above route. xyxy=(26,1040,189,1061)
post-office-date: Chief Post Office, Dunedin, February 8, 1872. xyxy=(26,1114,186,1125)
